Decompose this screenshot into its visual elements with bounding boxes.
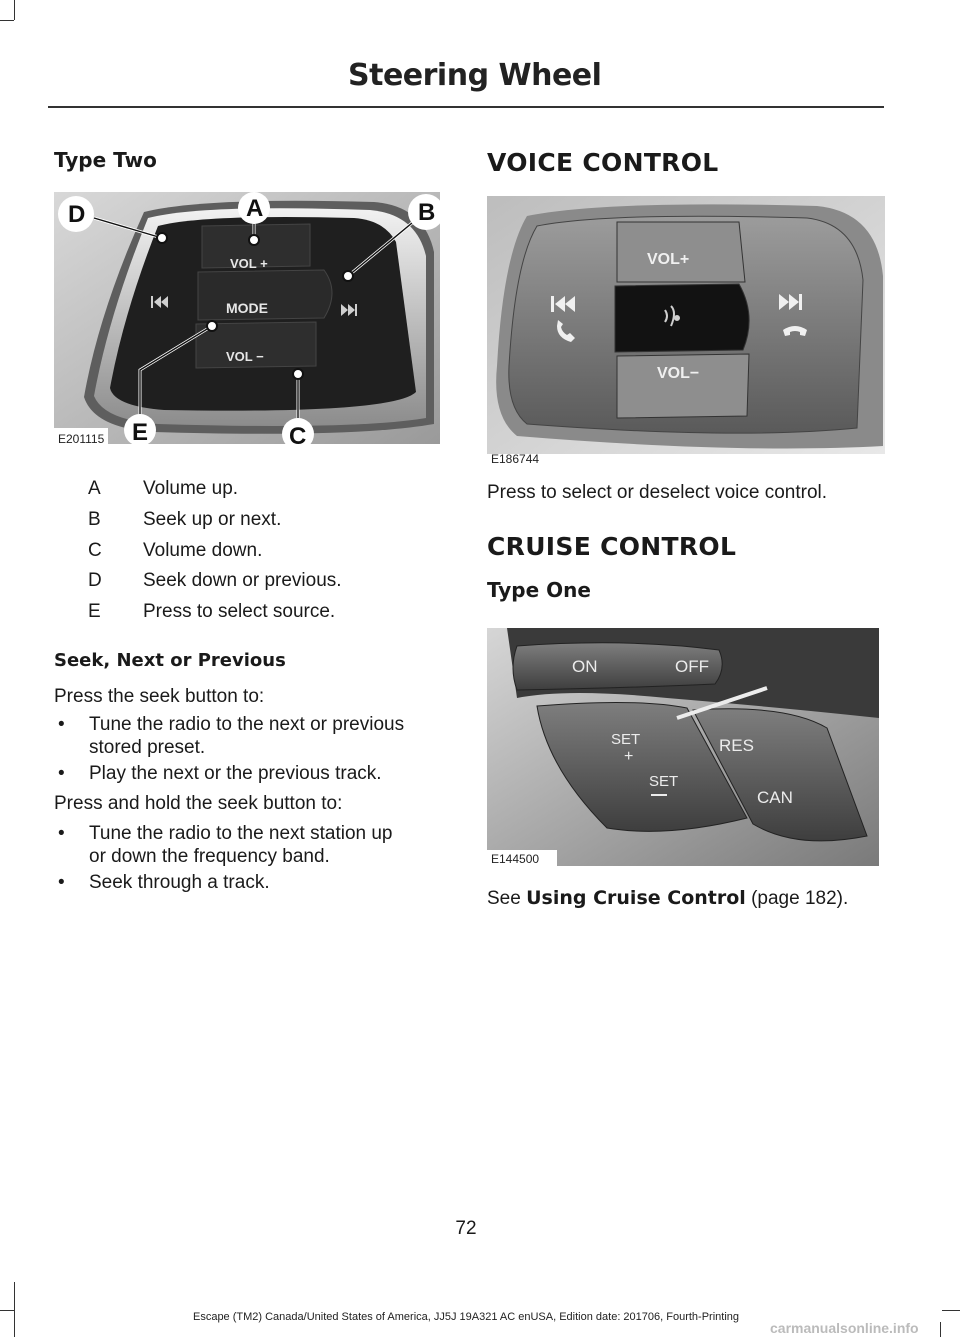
cruise-page-link[interactable]: Using Cruise Control	[526, 887, 746, 909]
callout-c: C	[289, 423, 307, 444]
voice-control-heading: VOICE CONTROL	[487, 148, 719, 177]
crop-mark	[940, 1322, 941, 1337]
crop-mark	[14, 1282, 15, 1337]
cruise-control-illustration	[487, 628, 879, 866]
crop-mark	[942, 1310, 960, 1311]
site-watermark: carmanualsonline.info	[770, 1320, 919, 1336]
type-two-figure	[54, 192, 440, 444]
voice-vol-down-label: VOL−	[657, 365, 700, 382]
cruise-control-heading: CRUISE CONTROL	[487, 532, 737, 561]
press-intro: Press the seek button to:	[54, 686, 265, 707]
plus-glyph: +	[624, 748, 634, 765]
callout-a: A	[246, 195, 264, 222]
cruise-see-reference: See Using Cruise Control (page 182).	[487, 887, 849, 909]
voice-control-illustration	[487, 196, 885, 454]
mode-label: MODE	[226, 300, 268, 316]
voice-control-figure	[487, 196, 885, 468]
can-label: CAN	[757, 788, 793, 807]
res-label: RES	[719, 736, 754, 755]
type-two-illustration	[54, 192, 440, 444]
page-title: Steering Wheel	[348, 58, 602, 93]
voice-figure-code: E186744	[491, 452, 540, 466]
cruise-figure-code: E144500	[491, 852, 540, 866]
vol-up-label: VOL +	[230, 256, 268, 271]
callout-d: D	[68, 201, 86, 228]
callout-e: E	[132, 419, 149, 444]
callout-b: B	[418, 199, 436, 226]
edition-footer: Escape (TM2) Canada/United States of America, JJ5J 19A321 AC enUSA, Edition date: 201706, Fourth-Printing	[192, 1311, 740, 1323]
off-label: OFF	[675, 657, 709, 676]
on-label: ON	[572, 657, 598, 676]
minus-glyph	[651, 794, 667, 796]
figure-code: E201115	[58, 432, 105, 444]
crop-mark	[0, 20, 14, 21]
voice-control-text: Press to select or deselect voice control.	[487, 482, 828, 503]
cruise-control-figure	[487, 628, 879, 868]
set-minus-label: SET	[649, 773, 679, 790]
page-number: 72	[455, 1218, 477, 1239]
set-plus-label: SET	[611, 731, 641, 748]
voice-vol-up-label: VOL+	[647, 251, 690, 268]
header-divider	[48, 106, 884, 108]
type-two-heading: Type Two	[54, 148, 157, 172]
crop-mark	[14, 0, 15, 20]
hold-intro: Press and hold the seek button to:	[54, 793, 343, 814]
type-one-heading: Type One	[487, 578, 591, 602]
vol-down-label: VOL −	[226, 349, 264, 364]
seek-subheading: Seek, Next or Previous	[54, 650, 286, 671]
